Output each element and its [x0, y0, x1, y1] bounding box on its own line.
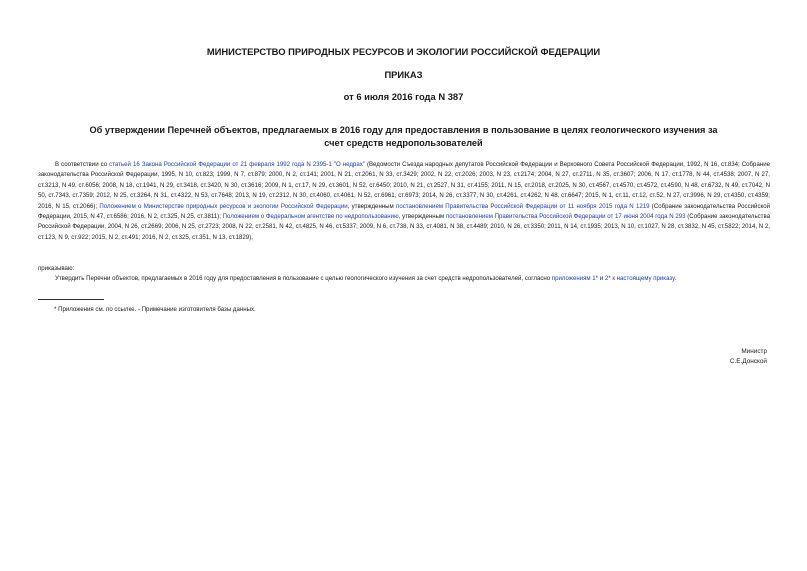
approve-text: . — [674, 275, 677, 282]
document-title: Об утверждении Перечней объектов, предлагаемых в 2016 году для предоставления в пользование в целях геологического изучения за счет средств недропользователей — [89, 125, 718, 148]
government-decree-link[interactable]: постановлением Правительства Российской Федерации от 11 ноября 2015 года N 1219 — [396, 202, 650, 210]
signatory-position: Министр — [741, 348, 767, 355]
orders-label: приказываю: — [38, 265, 75, 272]
preamble-text: (Ведомости Съезда народных депутатов Российской Федерации и Верховного Совета Российской Федерации, 1992, N 16, ст.834; Собрание законодательства Российской Федерации, 1995, N 10, ст.823; 1999, N 7, ст.879; 2000, N 2, ст.141; 2001, N 21, ст.2061, N 33, ст.3429; 2002, N 22, ст.2026; 2003, N 23, ст.2174; 2004, N 27, ст.2711, N 35, ст.3607; 2006, N 17, ст.1778, N 44, ст.4538; 2007, N 27, ст.3213, N 49, ст.6056; 2008, N 18, ст.1941, N 29, ст.3418, ст.3420, N 30, ст.3616; 2009, N 1, ст.17, N 29, ст.3601, N 52, ст.6450; 2010, N 21, ст.2527, N 31, ст.4155; 2011, N 15, ст.2018, ст.2025, N 30, ст.4567, ст.4570, ст.4572, ст.4590, N 48, ст.6732, N 49, ст.7042, N 50, ст.7343, ст.7359; 2012, N 25, ст.3264, N 31, ст.4322, N 53, ст.7648; 2013, N 19, ст.2312, N 30, ст.4060, ст.4061, N 52, ст.6961, ст.6973; 2014, N 26, ст.3377, N 30, ст.4261, ст.4262, N 48, ст.6647; 2015, N 1, ст.11, ст.12, ст.52, N 27, ст.3996, N 29, ст.4350, ст.4359; 2016, N 15, ст.2066); — [38, 161, 770, 210]
preamble-text: В соответствии со — [55, 161, 110, 168]
preamble-text: (Собрание законодательства Российской Федерации, 2015, N 47, ст.6586; 2016, N 2, ст.325, N 25, ст.3811); — [38, 202, 771, 221]
footnote: * Приложения см. по ссылке. - Примечание изготовителя базы данных. — [54, 306, 256, 313]
footnote-divider — [38, 299, 104, 300]
preamble-text: , утвержденным — [398, 213, 446, 221]
appendix-1-link[interactable]: приложениям 1* — [551, 275, 599, 282]
law-link[interactable]: статьей 16 Закона Российской Федерации от 21 февраля 1992 года N 2395-1 "О недрах" — [109, 161, 365, 168]
ministry-name: МИНИСТЕРСТВО ПРИРОДНЫХ РЕСУРСОВ И ЭКОЛОГИИ РОССИЙСКОЙ ФЕДЕРАЦИИ — [206, 46, 601, 57]
document-date: от 6 июля 2016 года N 387 — [343, 91, 464, 102]
preamble-text: , утвержденным — [347, 202, 397, 210]
agency-regulation-link[interactable]: Положением о Федеральном агентстве по недропользованию — [222, 213, 399, 221]
preamble-paragraph — [38, 160, 770, 243]
approve-paragraph — [38, 274, 770, 284]
signatory-name: С.Е.Донской — [729, 358, 767, 365]
approve-text: и — [598, 275, 605, 282]
appendix-2-link[interactable]: 2* к настоящему приказу — [604, 275, 675, 282]
document-type: ПРИКАЗ — [384, 69, 423, 80]
approve-text: Утвердить Перечни объектов, предлагаемых в 2016 году для предоставления в пользование с целью геологического изучения за счет средств недропользователей, согласно — [55, 275, 552, 282]
government-decree-2004-link[interactable]: постановлением Правительства Российской Федерации от 17 июня 2004 года N 293 — [445, 213, 686, 221]
preamble-text: (Собрание законодательства Российской Федерации, 2004, N 26, ст.2669; 2006, N 25, ст.2723; 2008, N 22, ст.2581, N 42, ст.4825, N 46, ст.5337; 2009, N 6, ст.738, N 33, ст.4081, N 38, ст.4489; 2010, N 26, ст.3350; 2011, N 14, ст.1935; 2013, N 10, ст.1027, N 28, ст.3832, N 45, ст.5822; 2014, N 2, ст.123, N 9, ст.922; 2015, N 2, ст.491; 2016, N 2, ст.325, ст.351, N 13, ст.1829), — [38, 213, 771, 241]
ministry-regulation-link[interactable]: Положением о Министерстве природных ресурсов и экологии Российской Федерации — [99, 202, 348, 210]
